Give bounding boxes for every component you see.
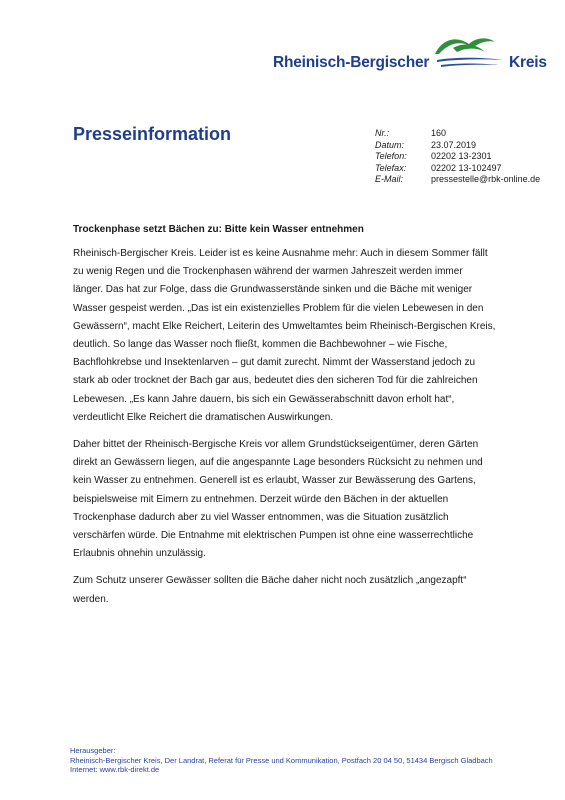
meta-value: 02202 13-102497 xyxy=(431,162,502,173)
meta-label: Telefon: xyxy=(375,151,407,161)
text-line: länger. Das hat zur Folge, dass die Grundwasserstände sinken und die Bäche mit weniger xyxy=(73,284,473,296)
paragraph-3 xyxy=(73,572,513,608)
paragraph-1 xyxy=(73,245,513,427)
footer-internet-link[interactable]: Internet: www.rbk-direkt.de xyxy=(70,765,160,774)
footer-publisher: Rheinisch-Bergischer Kreis, Der Landrat, Referat für Presse und Kommunikation, Postfach 20 04 50, 51434 Bergisch Gladbach xyxy=(70,755,493,765)
text-line: Gewässern“, macht Elke Reichert, Leiterin des Umweltamtes beim Rheinisch-Bergischen Kreis, xyxy=(73,320,496,332)
text-line: Wasser gespeist werden. „Das ist ein existenzielles Problem für die vielen Lebewesen in den xyxy=(73,302,484,314)
logo-text: Rheinisch-Bergischer xyxy=(273,54,430,71)
meta-row-telefon xyxy=(375,151,540,163)
paragraph-2 xyxy=(73,436,513,563)
text-line: Erlaubnis ohnehin unzulässig. xyxy=(73,548,206,560)
meta-value: 02202 13-2301 xyxy=(431,151,492,161)
text-line: beispielsweise mit Eimern zu entnehmen. Derzeit würde den Bächen in der aktuellen xyxy=(73,493,449,505)
meta-row-telefax xyxy=(375,163,540,175)
logo-text-kreis: Kreis xyxy=(509,54,547,71)
kreis-logo-mark xyxy=(433,32,505,70)
meta-label: E-Mail: xyxy=(375,174,404,184)
page-title: Presseinformation xyxy=(73,124,232,144)
text-line: Rheinisch-Bergischer Kreis. Leider ist es keine Ausnahme mehr: Auch in diesem Sommer fällt xyxy=(73,248,488,259)
text-line: verschärfen würde. Die Entnahme mit elektrischen Pumpen ist ohne eine wasserrechtliche xyxy=(73,530,474,542)
text-line: Lebewesen. „Es kann Jahre dauern, bis sich ein Gewässerabschnitt davon erholt hat“, xyxy=(73,393,455,405)
meta-label: Telefax: xyxy=(375,162,407,173)
meta-value: 160 xyxy=(431,128,447,138)
meta-value-email[interactable]: pressestelle@rbk-online.de xyxy=(431,174,541,184)
meta-label: Datum: xyxy=(375,139,405,150)
text-line: verdeutlicht Elke Reichert die dramatischen Auswirkungen. xyxy=(73,411,334,423)
meta-block xyxy=(375,128,540,186)
meta-row-email xyxy=(375,174,540,186)
meta-row-datum xyxy=(375,140,540,152)
text-line: werden. xyxy=(73,593,109,605)
text-line: Zum Schutz unserer Gewässer sollten die Bäche daher nicht noch zusätzlich „angezapft“ xyxy=(73,575,467,587)
meta-label: Nr.: xyxy=(375,128,390,138)
text-line: zu wenig Regen und die Trockenphasen während der warmen Jahreszeit werden immer xyxy=(73,266,463,278)
text-line: Daher bittet der Rheinisch-Bergische Kreis vor allem Grundstückseigentümer, deren Gärten xyxy=(73,439,479,451)
meta-value: 23.07.2019 xyxy=(431,139,477,150)
meta-row-nr xyxy=(375,128,540,140)
text-line: direkt an Gewässern liegen, auf die angespannte Lage besonders Rücksicht zu nehmen und xyxy=(73,457,483,469)
text-line: Bachflohkrebse und Insektenlarven – gut damit zurecht. Nimmt der Wasserstand jedoch zu xyxy=(73,357,476,369)
footer-label: Herausgeber: xyxy=(70,746,116,755)
text-line: stark ab oder trocknet der Bach gar aus, bedeutet dies den sicheren Tod für die zahlreichen xyxy=(73,375,478,387)
text-line: kein Wasser zu entnehmen. Generell ist es erlaubt, Wasser zur Bewässerung des Gartens, xyxy=(73,475,476,487)
article-body xyxy=(73,245,513,609)
footer xyxy=(70,746,493,775)
text-line: Trockenphase dadurch aber zu viel Wasser entnommen, was die Situation zusätzlich xyxy=(73,511,449,523)
text-line: deutlich. So lange das Wasser noch fließt, kommen die Bachbewohner – wie Fische, xyxy=(73,339,448,351)
article-headline: Trockenphase setzt Bächen zu: Bitte kein Wasser entnehmen xyxy=(73,224,364,235)
